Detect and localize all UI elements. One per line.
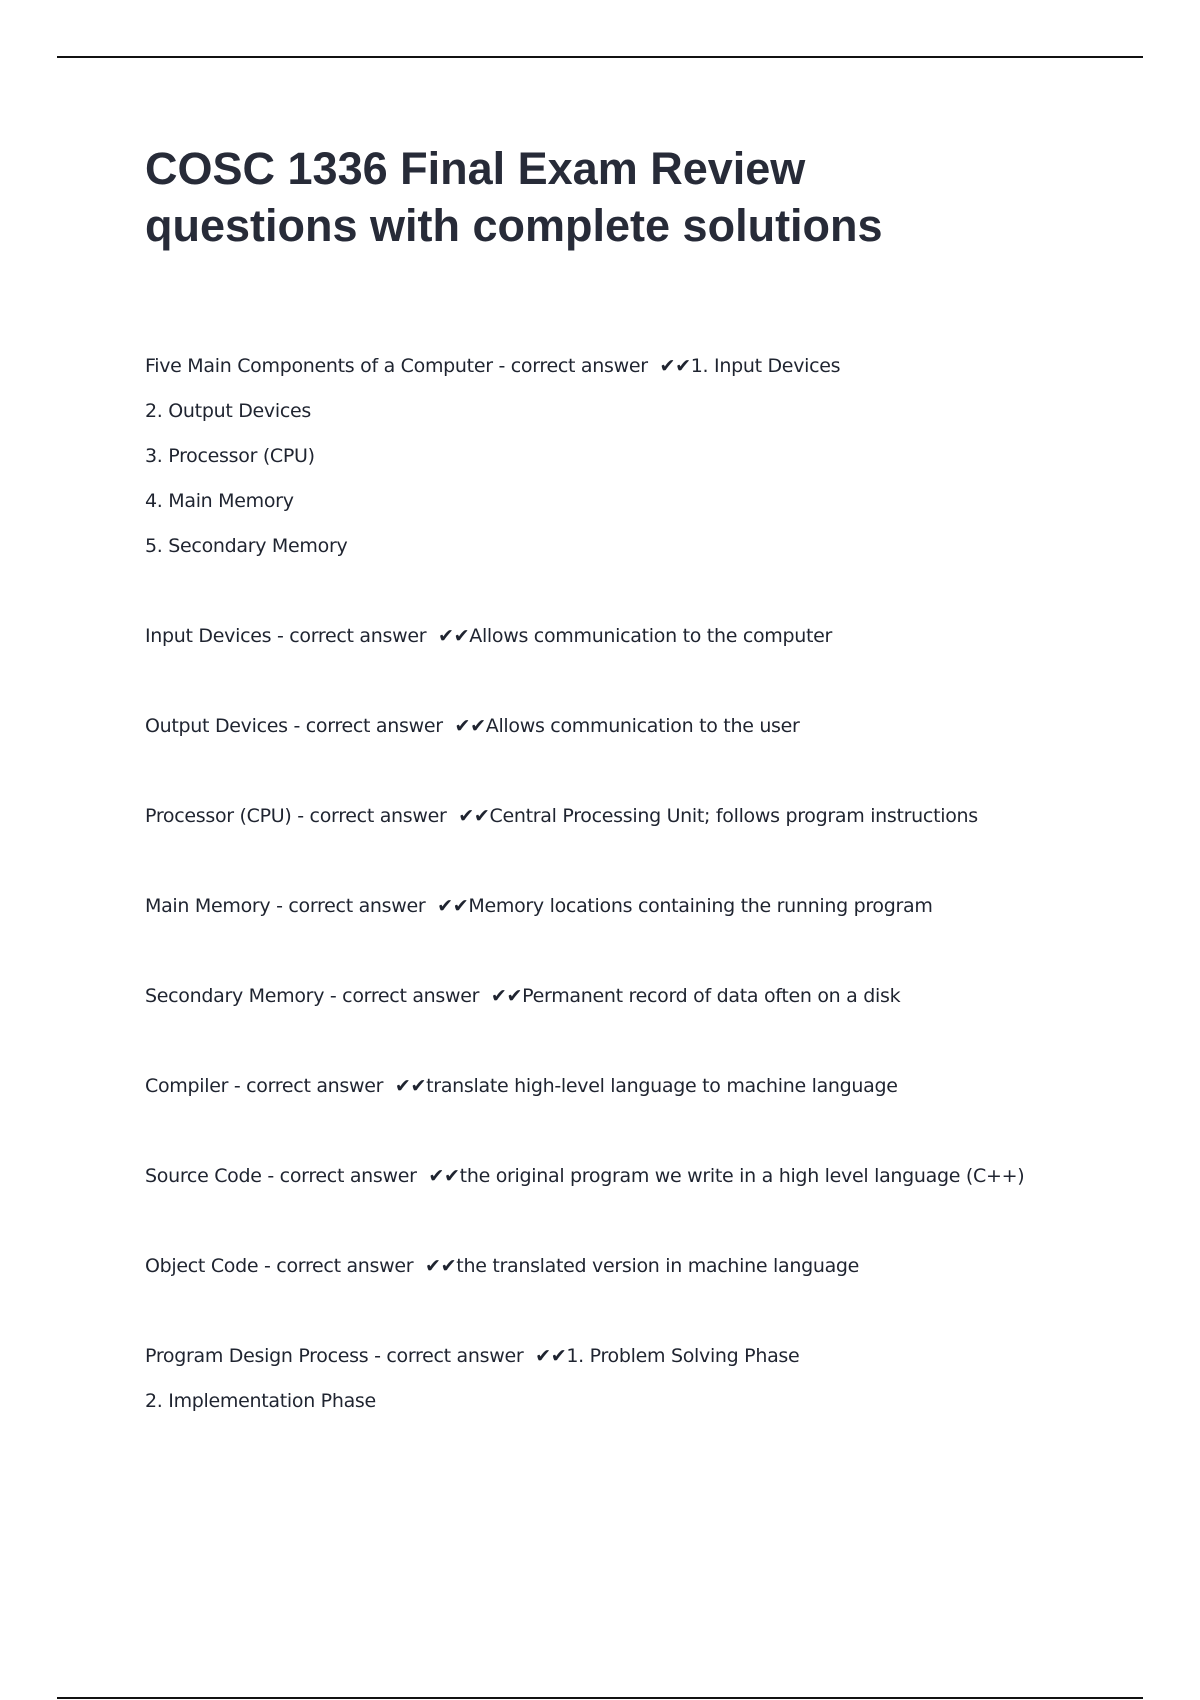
qa-term: Source Code [145,1165,262,1187]
qa-question-line [145,344,1105,389]
title-line-1: COSC 1336 Final Exam Review [145,143,806,194]
qa-question-line [145,1154,1105,1199]
qa-term: Five Main Components of a Computer [145,355,493,377]
top-rule [57,56,1143,58]
qa-list [145,344,1105,1424]
qa-answer: the translated version in machine language [456,1255,860,1277]
qa-answer: the original program we write in a high level language (C++) [459,1165,1025,1187]
qa-answer: Allows communication to the computer [469,625,833,647]
qa-term: Input Devices [145,625,272,647]
qa-question-line [145,794,1105,839]
qa-item [145,1154,1105,1199]
qa-continuation-line: 4. Main Memory [145,490,294,512]
qa-item [145,1334,1105,1424]
qa-answer: Allows communication to the user [485,715,800,737]
qa-answer: Central Processing Unit; follows program instructions [489,805,978,827]
qa-separator: - correct answer [258,1255,420,1277]
qa-separator: - correct answer [368,1345,530,1367]
qa-term: Main Memory [145,895,271,917]
qa-term: Program Design Process [145,1345,369,1367]
qa-question-line [145,614,1105,659]
qa-item [145,1064,1105,1109]
check-marks-icon: ✔✔ [425,1255,457,1277]
document-body [145,140,1105,1469]
qa-term: Processor (CPU) [145,805,292,827]
document-title [145,140,1105,254]
qa-item [145,794,1105,839]
qa-item [145,704,1105,749]
qa-separator: - correct answer [270,895,432,917]
qa-continuation-line: 3. Processor (CPU) [145,445,315,467]
qa-separator: - correct answer [228,1075,389,1097]
qa-item [145,1244,1105,1289]
qa-answer: translate high-level language to machine language [426,1075,898,1097]
qa-separator: - correct answer [291,805,453,827]
qa-question-line [145,884,1105,929]
qa-item [145,344,1105,569]
qa-answer: 1. Problem Solving Phase [566,1345,800,1367]
qa-separator: - correct answer [271,625,432,647]
qa-separator: - correct answer [492,355,654,377]
qa-term: Secondary Memory [145,985,325,1007]
qa-term: Output Devices [145,715,288,737]
qa-term: Object Code [145,1255,259,1277]
title-line-2: questions with complete solutions [145,200,883,251]
qa-answer: Permanent record of data often on a disk [522,985,901,1007]
check-marks-icon: ✔✔ [438,625,470,647]
qa-separator: - correct answer [324,985,485,1007]
qa-question-line [145,1244,1105,1289]
qa-question-line [145,974,1105,1019]
qa-separator: - correct answer [287,715,449,737]
qa-item [145,974,1105,1019]
check-marks-icon: ✔✔ [490,985,523,1007]
qa-continuation-line: 2. Output Devices [145,400,311,422]
check-marks-icon: ✔✔ [394,1075,427,1097]
bottom-rule [57,1697,1143,1699]
qa-question-line [145,1064,1105,1109]
qa-question-line [145,1334,1105,1379]
qa-answer: 1. Input Devices [690,355,841,377]
qa-answer: Memory locations containing the running program [468,895,933,917]
qa-item [145,884,1105,929]
qa-question-line [145,704,1105,749]
check-marks-icon: ✔✔ [454,715,486,737]
check-marks-icon: ✔✔ [659,355,691,377]
check-marks-icon: ✔✔ [458,805,490,827]
qa-term: Compiler [145,1075,229,1097]
qa-continuation-line: 2. Implementation Phase [145,1390,376,1412]
check-marks-icon: ✔✔ [437,895,469,917]
qa-continuation-line: 5. Secondary Memory [145,535,348,557]
check-marks-icon: ✔✔ [535,1345,567,1367]
qa-separator: - correct answer [261,1165,423,1187]
check-marks-icon: ✔✔ [428,1165,460,1187]
qa-item [145,614,1105,659]
